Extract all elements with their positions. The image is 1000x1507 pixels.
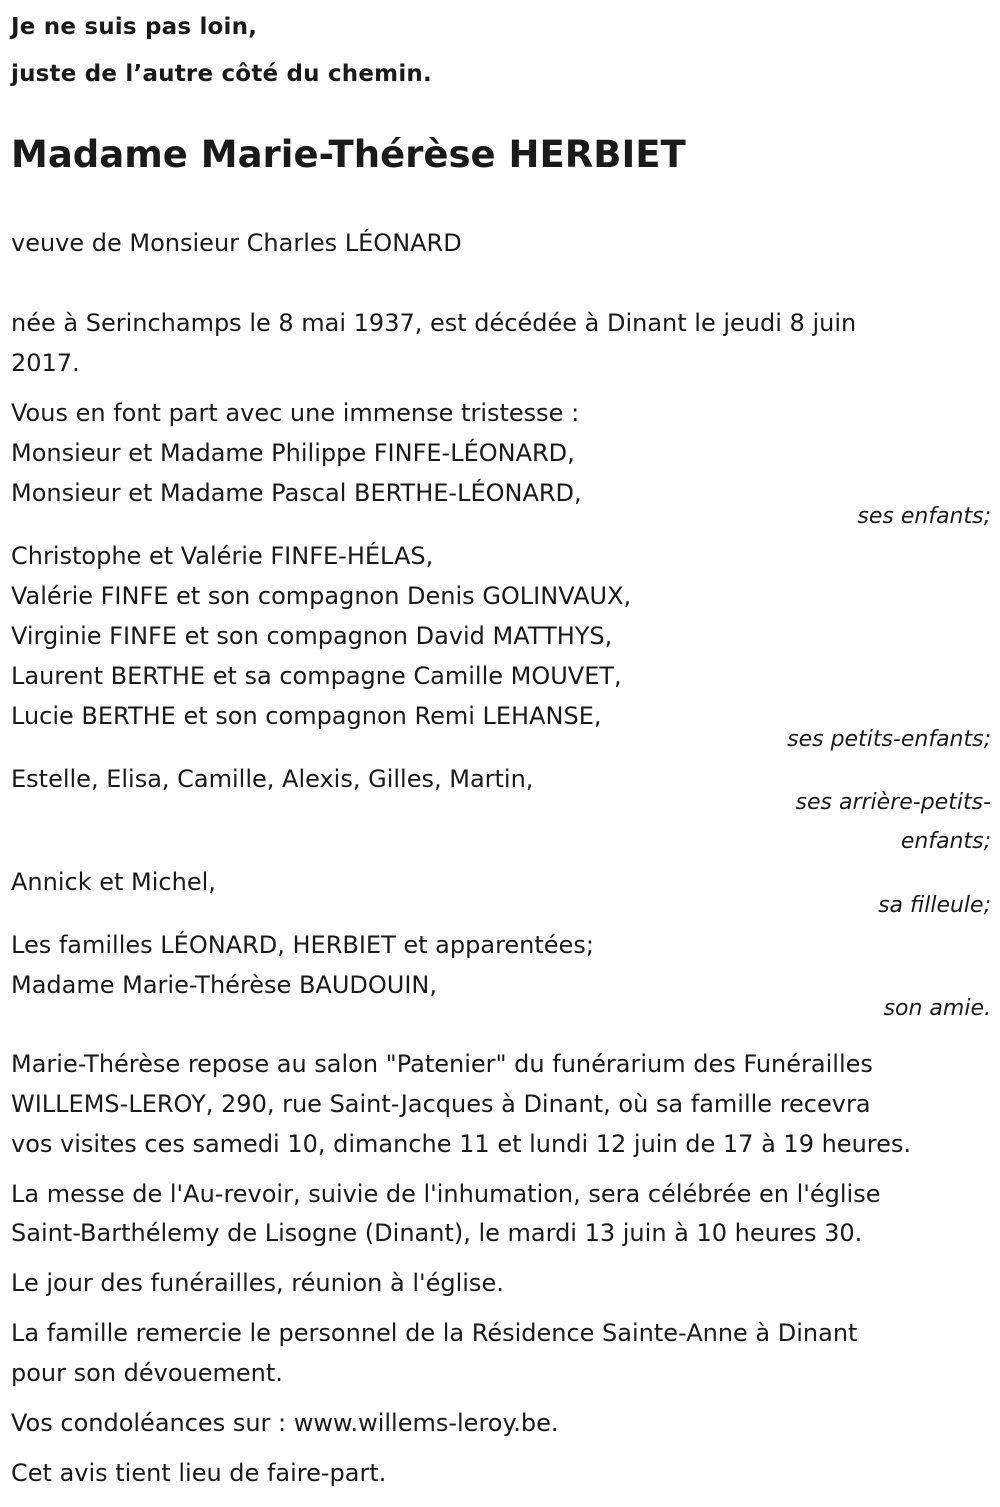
birth-death-line-2: 2017. [11, 349, 80, 377]
thanks-line-2: pour son dévouement. [11, 1359, 283, 1387]
mass-line-1: La messe de l'Au-revoir, suivie de l'inhumation, sera célébrée en l'église [11, 1180, 881, 1208]
closing-line: Cet avis tient lieu de faire-part. [11, 1459, 387, 1487]
relation-children: ses enfants; [857, 504, 991, 529]
grandchild-name: Laurent BERTHE et sa compagne Camille MOUVET, [11, 662, 622, 690]
grandchild-name: Valérie FINFE et son compagnon Denis GOLINVAUX, [11, 582, 632, 610]
visitation-line-3: vos visites ces samedi 10, dimanche 11 et lundi 12 juin de 17 à 19 heures. [11, 1130, 912, 1158]
families-line: Les familles LÉONARD, HERBIET et apparentées; [11, 931, 594, 959]
goddaughter-names: Annick et Michel, [11, 868, 216, 896]
grandchild-name: Christophe et Valérie FINFE-HÉLAS, [11, 542, 434, 570]
widow-of-line: veuve de Monsieur Charles LÉONARD [11, 229, 462, 257]
announcement-intro: Vous en font part avec une immense tristesse : [11, 399, 580, 427]
relation-friend: son amie. [883, 996, 991, 1021]
condolences-line: Vos condoléances sur : www.willems-leroy.be. [11, 1409, 559, 1437]
deceased-name-title: Madame Marie-Thérèse HERBIET [11, 133, 686, 176]
relation-great-grandchildren-line-1: ses arrière-petits- [795, 790, 991, 815]
great-grandchild-names: Estelle, Elisa, Camille, Alexis, Gilles, Martin, [11, 765, 534, 793]
grandchild-name: Virginie FINFE et son compagnon David MATTHYS, [11, 622, 613, 650]
relation-goddaughter: sa filleule; [878, 893, 991, 918]
birth-death-line-1: née à Serinchamps le 8 mai 1937, est décédée à Dinant le jeudi 8 juin [11, 309, 857, 337]
child-name: Monsieur et Madame Philippe FINFE-LÉONARD, [11, 439, 575, 467]
thanks-line-1: La famille remercie le personnel de la Résidence Sainte-Anne à Dinant [11, 1319, 858, 1347]
epigraph-line-1: Je ne suis pas loin, [11, 14, 258, 40]
child-name: Monsieur et Madame Pascal BERTHE-LÉONARD, [11, 479, 582, 507]
mass-line-2: Saint-Barthélemy de Lisogne (Dinant), le mardi 13 juin à 10 heures 30. [11, 1219, 863, 1247]
meeting-line: Le jour des funérailles, réunion à l'église. [11, 1269, 504, 1297]
visitation-line-2: WILLEMS-LEROY, 290, rue Saint-Jacques à Dinant, où sa famille recevra [11, 1090, 871, 1118]
friend-name: Madame Marie-Thérèse BAUDOUIN, [11, 971, 437, 999]
visitation-line-1: Marie-Thérèse repose au salon "Patenier" du funérarium des Funérailles [11, 1050, 873, 1078]
relation-great-grandchildren-line-2: enfants; [900, 829, 991, 854]
grandchild-name: Lucie BERTHE et son compagnon Remi LEHANSE, [11, 702, 602, 730]
relation-grandchildren: ses petits-enfants; [787, 727, 991, 752]
epigraph-line-2: juste de l’autre côté du chemin. [11, 61, 432, 87]
